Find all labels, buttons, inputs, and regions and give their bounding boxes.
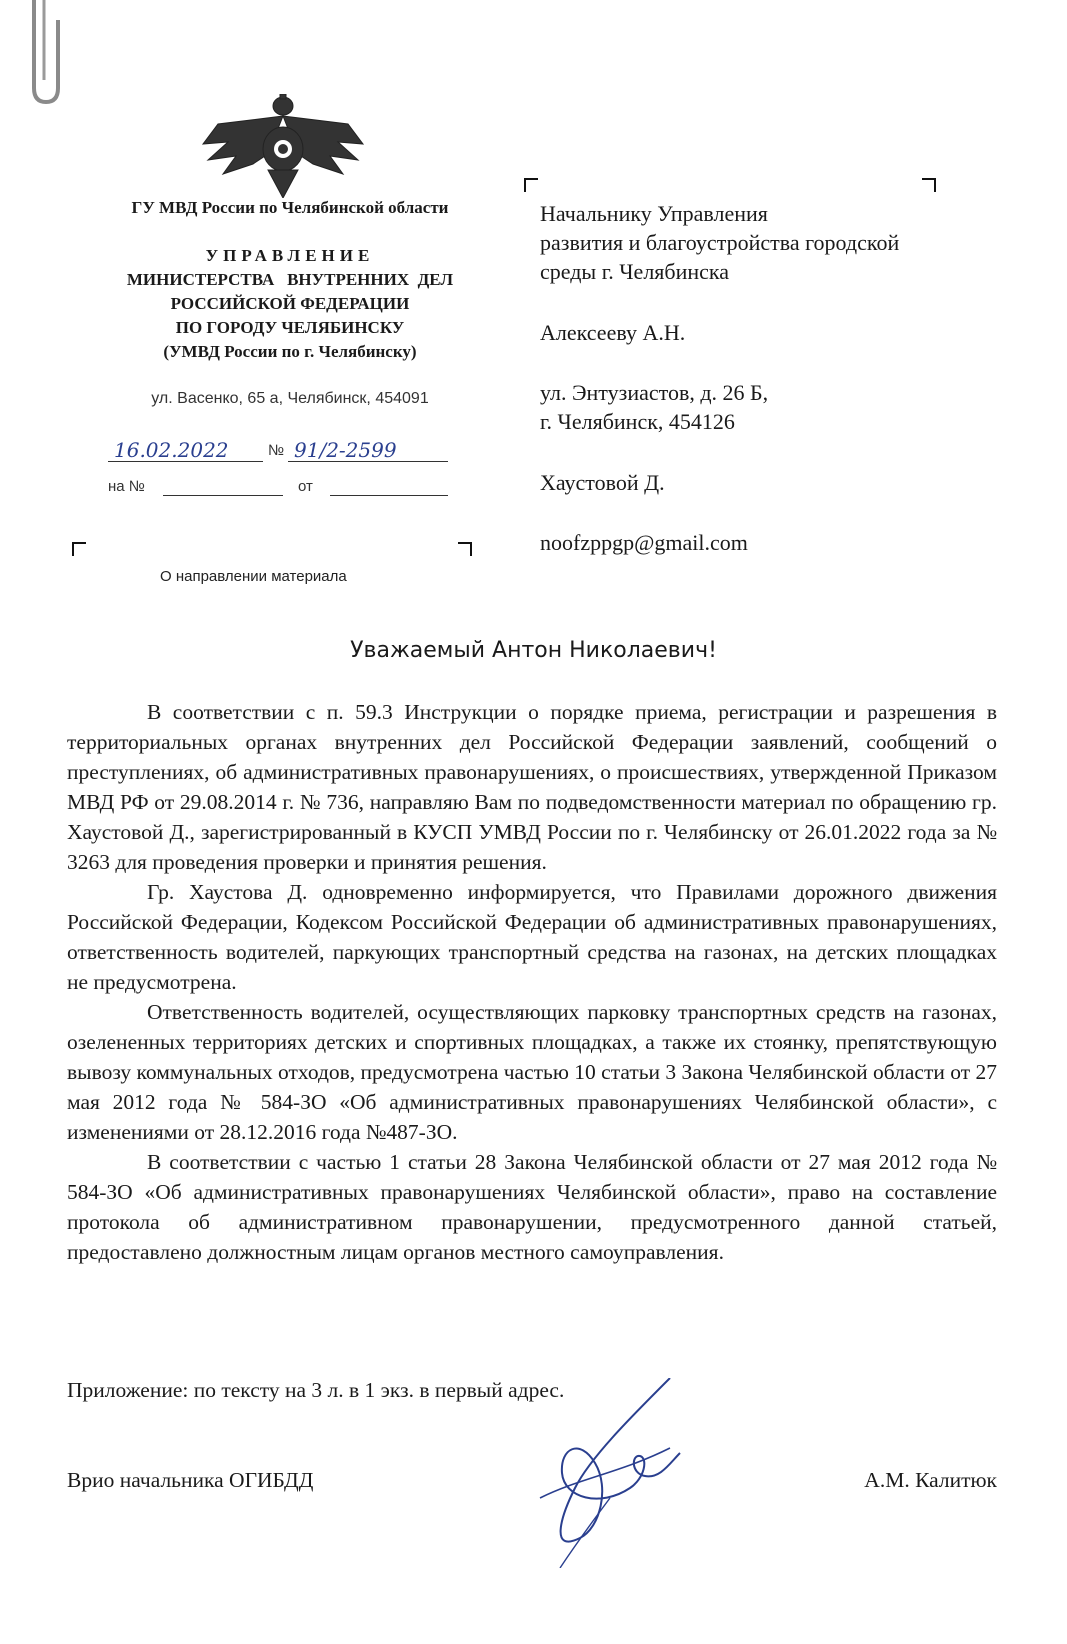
salutation: Уважаемый Антон Николаевич! — [350, 638, 717, 663]
signer-name: А.М. Калитюк — [864, 1468, 997, 1492]
registration-number-label: № — [268, 442, 285, 459]
body-paragraph: Гр. Хаустова Д. одновременно информируется, что Правилами дорожного движения Российской Федерации, Кодексом Российской Федерации об административных правонарушениях, ответственность водителей, паркующих транспортный средства на газонах, на детских площадках не предусмотрена. — [67, 880, 997, 994]
body-paragraph: В соответствии с частью 1 статьи 28 Закона Челябинской области от 27 мая 2012 года № 584-ЗО «Об административных правонарушениях Челябинской области», право на составление протокола об административном правонарушении, предусмотренного данной статьей, предоставлено должностным лицам органов местного самоуправления. — [67, 1150, 997, 1264]
letter-body — [67, 697, 997, 1267]
addressee-line: среды г. Челябинска — [540, 259, 730, 284]
reference-date-label: от — [298, 478, 313, 495]
handwritten-signature-icon — [520, 1378, 720, 1568]
header-gu: ГУ МВД России по Челябинской области — [131, 198, 449, 217]
attachment-note: Приложение: по тексту на 3 л. в 1 экз. в первый адрес. — [67, 1378, 565, 1402]
body-paragraph: Ответственность водителей, осуществляющих парковку транспортных средств на газонах, озелененных территориях детских и спортивных площадках, а также их стоянку, препятствующую вывозу коммунальных отходов, предусмотрена частью 10 статьи 3 Закона Челябинской области от 27 мая 2012 года № 584-ЗО «Об административных правонарушениях Челябинской области», с изменениями от 28.12.2016 года №487-ЗО. — [67, 1000, 997, 1144]
corner-mark — [72, 542, 86, 556]
addressee-name: Алексееву А.Н. — [540, 320, 686, 345]
addressee-city: г. Челябинск, 454126 — [540, 409, 735, 434]
registration-row — [108, 438, 468, 464]
corner-mark — [458, 542, 472, 556]
reference-date-line — [330, 495, 448, 496]
header-upravlenie: УПРАВЛЕНИЕ — [205, 246, 375, 265]
addressee-line: развития и благоустройства городской — [540, 230, 900, 255]
registration-date: 16.02.2022 — [108, 438, 263, 462]
header-ministry: МИНИСТЕРСТВА ВНУТРЕННИХ ДЕЛ — [126, 270, 454, 289]
recipient-email: noofzppgp@gmail.com — [540, 530, 748, 555]
reference-number-line — [163, 495, 283, 496]
header-federation: РОССИЙСКОЙ ФЕДЕРАЦИИ — [170, 294, 410, 313]
reference-number-label: на № — [108, 478, 145, 495]
corner-mark — [524, 178, 538, 192]
reference-row — [108, 478, 468, 500]
signer-title: Врио начальника ОГИБДД — [67, 1468, 314, 1492]
body-paragraph: В соответствии с п. 59.3 Инструкции о порядке приема, регистрации и разрешения в территориальных органах внутренних дел Российской Федерации заявлений, сообщений о преступлениях, об административных правонарушениях, о происшествиях, утвержденной Приказом МВД РФ от 29.08.2014 г. № 736, направляю Вам по подведомственности материал по обращению гр. Хаустовой Д., зарегистрированный в КУСП УМВД России по г. Челябинску от 26.01.2022 года за № 3263 для проведения проверки и принятия решения. — [67, 700, 997, 874]
mvd-emblem-icon — [198, 94, 368, 198]
addressee-line: Начальнику Управления — [540, 201, 768, 226]
header-short-name: (УМВД России по г. Челябинску) — [163, 342, 417, 361]
registration-number: 91/2-2599 — [288, 438, 448, 462]
sender-address: ул. Васенко, 65 а, Челябинск, 454091 — [151, 390, 429, 407]
addressee-address — [540, 378, 768, 436]
addressee-street: ул. Энтузиастов, д. 26 Б, — [540, 380, 769, 405]
addressee-position — [540, 199, 899, 286]
corner-mark — [922, 178, 936, 192]
letter-subject: О направлении материала — [160, 568, 347, 585]
header-city: ПО ГОРОДУ ЧЕЛЯБИНСКУ — [175, 318, 405, 337]
paperclip-icon — [20, 0, 64, 110]
copy-recipient: Хаустовой Д. — [540, 470, 665, 495]
